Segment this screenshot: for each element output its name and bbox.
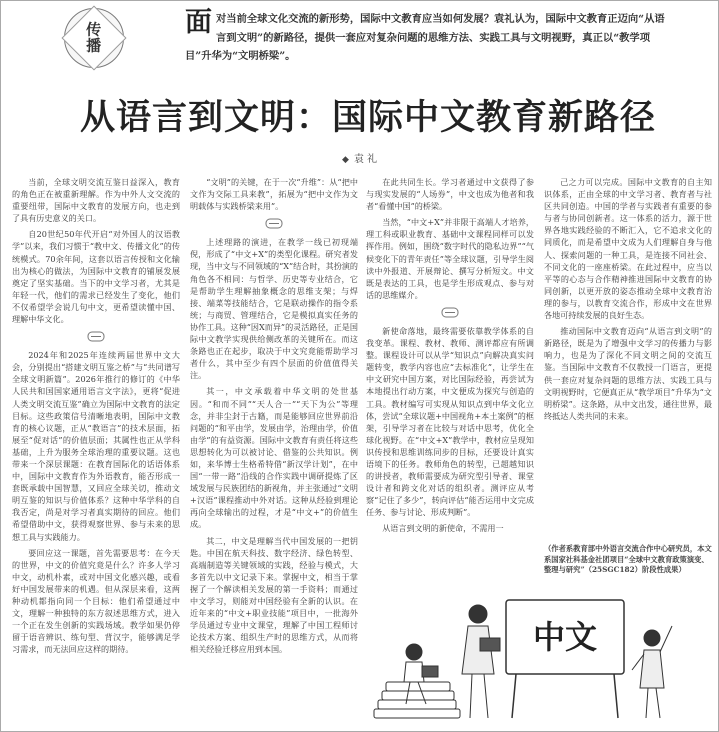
paragraph: 自20世纪50年代开启“对外国人的汉语教学”以来，我们习惯于“教中文、传播文化”的传统模式。70余年间，这套以语言传授和文化输出为核心的做法，为国际中文教育的铺展发展奠定了坚实基础。当下的中文学习者，尤其是年轻一代，他们的需求已经发生了变化，他们不仅希望学会说几句中文，更希望读懂中国、理解中华文化。 [12,229,180,325]
section-badge-label: 传 播 [86,20,102,55]
author-note: （作者系教育部中外语言交流合作中心研究员，本文系国家社科基金社团项目“全球中文教育政策演变、整理与研究”（25SGC182）阶段性成果） [544,544,712,574]
lead-paragraph [185,7,665,66]
paragraph: 在此共同生长。学习者通过中文获得了参与现实发展的“人场券”，中文也成为他者和我者“看懂中国”的桥梁。 [366,177,534,212]
paragraph: “文明”的关键，在于一次“升维”：从“把中文作为交际工具来教”，拓展为“把中文作为文明载体与实践桥梁来用”。 [190,177,358,212]
byline [0,150,719,165]
paragraph: 当然，“中文+X”并非限于高端人才培养，理工科或职业教育、基础中文课程同样可以发挥作用。例如，围绕“数字时代的隐私边界”“气候变化下的青年责任”等全球议题，引导学生阅读中外报道、开展辩论、撰写分析短文。中文既是表达的工具，也是学生形成观点、参与对话的思维媒介。 [366,217,534,300]
body-column-2 [190,176,358,716]
paragraph: 新使命落地，最终需要依靠教学体系的自我变革。课程、教材、教师、测评都应有所调整。课程设计可以从学“知识点”向解决真实问题转变，教学内容也应“去标准化”，让学生在中文研究中国方案，对比国际经验，再尝试为本地提出行动方案，中文便成为探究与创造的工具。教材编写可实现从知识点到中华文化立体，尝试“全球议题+中国视角+本土案例”的框架，引导学习者在比较与对话中思考，优化全球化视野。在“中文+X”教学中，教材应呈现知识传授和思维训练同步的目标，还要设计真实语境下的任务。教师角色的转型，已超越知识的讲授者，教师需要成为研究型引导者、课堂设计者和跨文化对话的组织者。测评应从考察“记住了多少”，转向评估“能否运用中文完成任务、参与讨论、形成判断”。 [366,325,534,518]
paragraph: 其二，中文是理解当代中国发展的一把钥匙。中国在航天科技、数字经济、绿色转型、高端制造等关键领域的实践，经验与模式，大多首先以中文记录下来。掌握中文，相当于掌握了一个解读相关发展的第一手资料；而通过中文学习，则能对中国经验有全新的认识。在近年来的“中文+职业技能”项目中，一批海外学员通过专业中文课堂，理解了中国工程师讨论技术方案、组织生产时的思维方式，从而将相关经验迁移应用到本国。 [190,535,358,655]
paragraph: 当前，全球文明交流互鉴日益深入，教育的角色正在被重新理解。作为中外人文交流的重要纽带，国际中文教育的发展方向，也走到了具有历史意义的关口。 [12,177,180,224]
section-divider-icon [12,331,180,343]
body-column-1 [12,176,180,716]
lead-text: 对当前全球文化交流的新形势，国际中文教育应当如何发展？袁礼认为，国际中文教育正迈向“从语言到文明”的新路径，提供一套应对复杂问题的思维方法、实践工具与文明视野，真正以“教学项目”升华为“文明桥梁”。 [185,13,665,62]
teacher-icon [462,605,500,718]
section-badge [64,8,124,68]
paragraph: 2024年和2025年连续两届世界中文大会，分别提出“搭建文明互鉴之桥”与“共同谱写全球文明新篇”。2026年推行的修订的《中华人民共和国国家通用语言文字法》，更将“促进人类文明交流互鉴”确立为国际中文教育的法定目标。这些政策信号清晰地表明，国际中文教育的核心议题，正从“教语言”的技术层面，拓展至“促对话”的价值层面；其属性也正从学科基础，上升为服务全球治理的重要议题。这也带来一个深层课题：在教育国际化的话语体系中，国际中文教育作为外语教育，能否形成一套既承载中国智慧，又回应全球关切，推动文明互鉴的知识与价值体系？这种中华学科的自我否定，尚是对学习者真实期待的回应。他们希望借助中文，获得观察世界、参与未来的思想工具与实践能力。 [12,350,180,542]
paragraph: 推动国际中文教育迈向“从语言到文明”的新路径，既是为了增强中文学习的传播力与影响力，也是为了深化不同文明之间的交流互鉴。当国际中文教育不仅教授一门语言，更提供一套应对复杂问题的思维方法、实践工具与文明视野时，它便真正从“教学项目”升华为“文明桥梁”。这条路，从中文出发，通往世界，最终抵达人类共同的未来。 [544,326,712,421]
article-headline: 从语言到文明：国际中文教育新路径 [79,97,656,138]
paragraph: 其一，中文承载着中华文明的处世基因。“和而不同”“天人合一”“天下为公”等理念，并非尘封于古籍，而是能够回应世界前沿问题的“和平由学，发展由学，治理由学，价值由学”的有益资源。国际中文教育有责任将这些思想转化为可以被讨论、借鉴的公共知识。例如，来华博士生格希特借“新汉学计划”，在中国“一带一路”沿线的合作实践中调研提炼了区域发展与民族团结的新视角，并主张通过“文明+汉语”课程推动中外对话。这种从经验到理论再向全球输出的过程，才是“中文+”的价值生成。 [190,386,358,530]
paragraph: 要回应这一课题，首先需要思考：在今天的世界，中文的价值究竟是什么？许多人学习中文，动机朴素，或对中国文化感兴趣，或看好中国发展带来的机遇。但从深层来看，这两种动机都指向同一个目标：他们希望通过中文，理解一种独特的东方叙述思维方式，进入一个正在发生创新的实践场域。教学如果仍停留于语音辨识、练句型、背汉字，能够满足学习需求，而无法回应这样的期待。 [12,547,180,655]
lead-dropcap: 面 [185,7,212,38]
body-column-3 [366,176,534,576]
paragraph: 上述理路的演进，在教学一线已初现端倪，形成了“中文+X”的类型化课程。研究者发现，当中文与不同领域的“X”结合时，其扮演的角色各不相同：与哲学、历史等专业结合，它是帮助学生理解抽象概念的思维支架；与焊接、端菜等技能结合，它是联动操作的指令系统；与商贸、管理结合，它是模拟真实任务的协作工具。这种“因X而异”的灵活路径，正是国际中文教学实现供给侧改革的关键所在。而这条路也正在起步，取决于中文究竟能帮助学习者什么，其中至少有四个层面的价值值得关注。 [190,237,358,381]
section-divider-icon [190,218,358,230]
paragraph: 从语言到文明的新使命，不需用一 [382,523,504,534]
byline-triangle-icon: ◆ [341,155,349,165]
book-stack-icon [374,682,460,718]
byline-author: 袁 礼 [353,154,378,165]
student-raising-hand-icon [632,626,672,718]
classroom-illustration [366,578,716,728]
body-column-4 [544,176,712,576]
paragraph: 己之力可以完成。国际中文教育的自主知识体系，正由全球的中文学习者、教育者与社区共同创造。中国的学者与实践者有重要的参与者与协同创新者。这一体系的活力，源于世界各地实践经验的不断汇入，它不追求文化的同质化，而是希望中文成为人们理解自身与他人、探索问题的一种工具，是连接不同社会、不同文化的一座座桥梁。在此过程中，应当以平等的心态与合作精神推进国际中文教育的协同创新，以更开放的姿态推动全球中文教育治理的参与，以教育交流合作，形成中文在世界各地可持续发展的良好生态。 [544,177,712,321]
section-divider-icon [366,307,534,319]
blackboard-text: 中文 [532,618,598,656]
